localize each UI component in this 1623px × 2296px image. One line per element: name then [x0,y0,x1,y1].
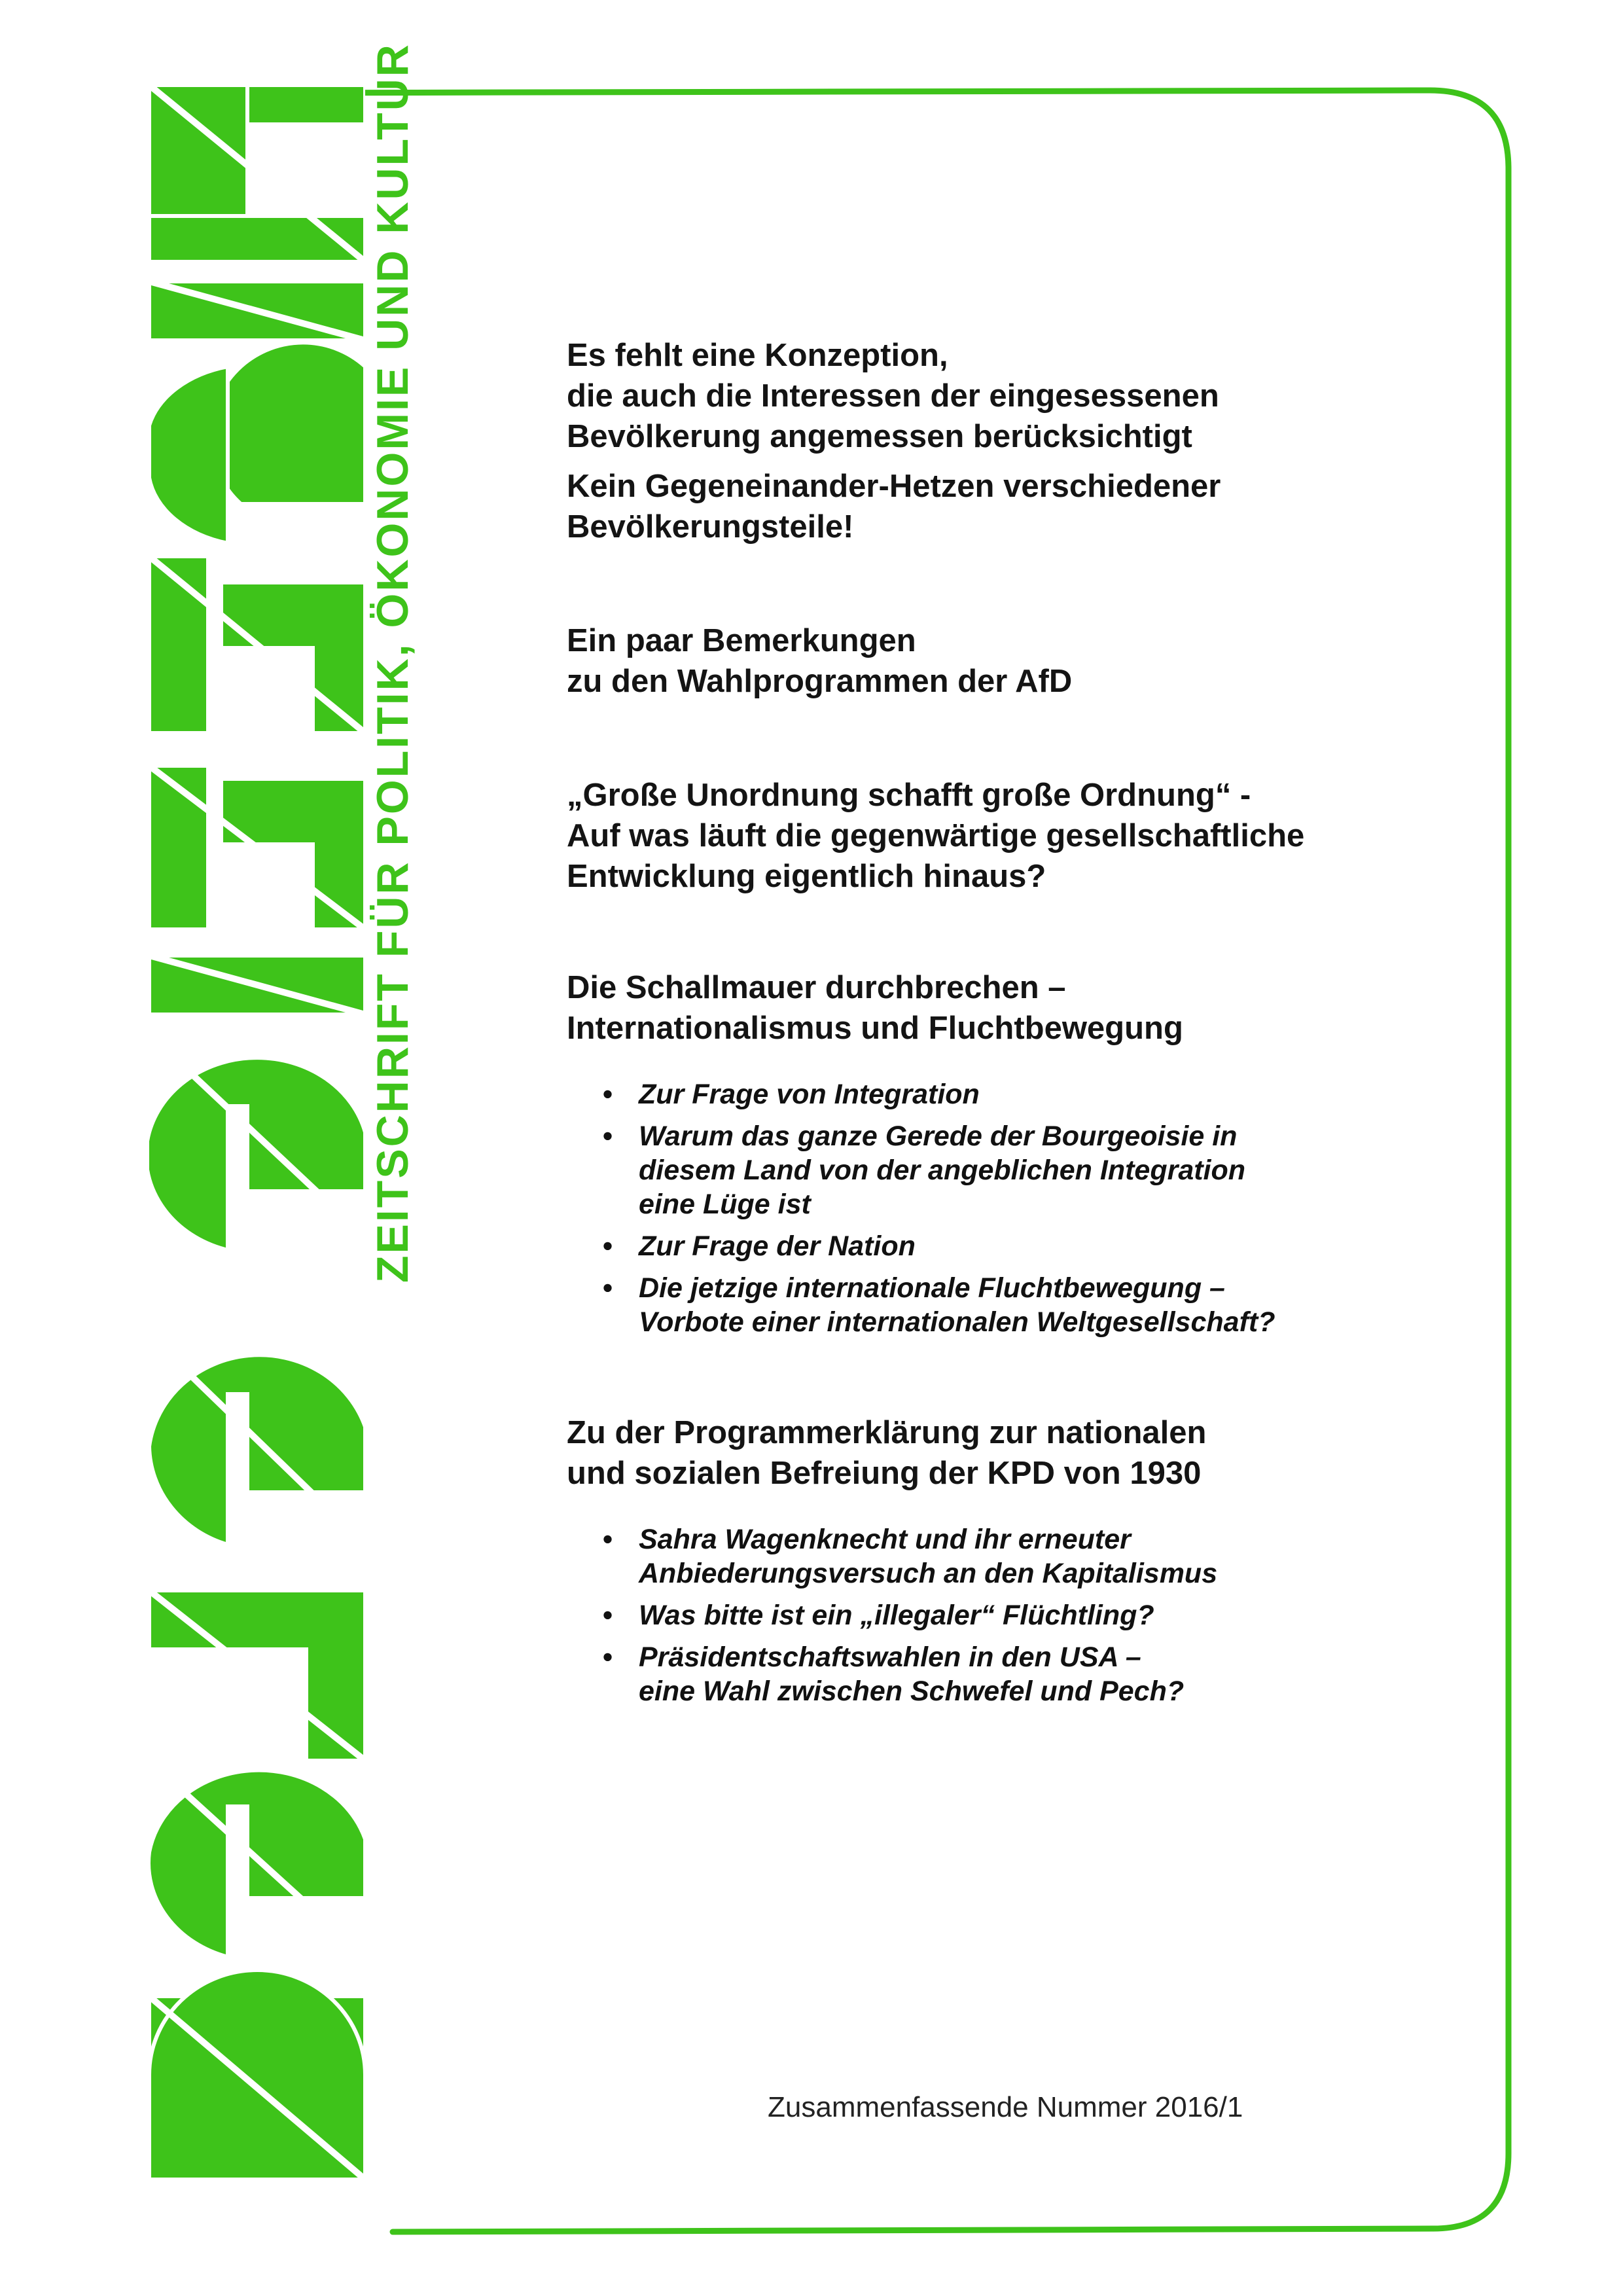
list-item: • Zur Frage von Integration [603,1079,980,1110]
article-1-subtitle-line: Kein Gegeneinander-Hetzen verschiedener [567,469,1221,504]
article-4-line: Die Schallmauer durchbrechen – [567,970,1066,1005]
table-of-contents [567,335,1431,1716]
article-5-line: Zu der Programmerklärung zur nationalen [567,1415,1207,1450]
issue-number: Zusammenfassende Nummer 2016/1 [768,2091,1243,2123]
article-3-line: Auf was läuft die gegenwärtige gesellschaftliche [567,818,1305,853]
article-3-title [567,775,1431,897]
list-item: • Präsidentschaftswahlen in den USA – eine Wahl zwischen Schwefel und Pech? [603,1641,1185,1707]
article-1-line: Es fehlt eine Konzeption, [567,338,948,373]
bullet-icon: • [603,1272,613,1304]
article-2-line: Ein paar Bemerkungen [567,623,916,658]
article-1-line: die auch die Interessen der eingesessenen [567,378,1219,414]
article-4-subtopics [567,1077,1431,1339]
bullet-icon: • [603,1524,613,1555]
article-1-subtitle-line: Bevölkerungsteile! [567,509,854,545]
masthead-logo [149,85,365,2179]
article-5-subtopics [567,1522,1431,1708]
article-3-line: „Große Unordnung schafft große Ordnung“ - [567,778,1251,813]
article-2-line: zu den Wahlprogrammen der AfD [567,664,1073,699]
list-item: • Warum das ganze Gerede der Bourgeoisie in diesem Land von der angeblichen Integration eine Lüge ist [603,1121,1246,1220]
magazine-tagline: ZEITSCHRIFT FÜR POLITIK, ÖKONOMIE UND KULTUR [368,43,418,1283]
bullet-icon: • [603,1121,613,1152]
article-4-title [567,967,1431,1049]
bullet-icon: • [603,1230,613,1262]
article-3-line: Entwicklung eigentlich hinaus? [567,859,1046,894]
list-item: • Zur Frage der Nation [603,1230,916,1262]
bullet-icon: • [603,1600,613,1631]
bullet-icon: • [603,1079,613,1110]
article-2-title [567,620,1431,702]
article-1-title [567,335,1431,547]
list-item: • Was bitte ist ein „illegaler“ Flüchtling? [603,1600,1154,1631]
list-item: • Die jetzige internationale Fluchtbewegung – Vorbote einer internationalen Weltgesellschaft? [603,1272,1275,1338]
list-item: • Sahra Wagenknecht und ihr erneuter Anbiederungsversuch an den Kapitalismus [603,1524,1218,1589]
article-1-line: Bevölkerung angemessen berücksichtigt [567,419,1192,454]
article-5-title [567,1412,1431,1494]
article-4-line: Internationalismus und Fluchtbewegung [567,1011,1183,1046]
bullet-icon: • [603,1641,613,1673]
article-5-line: und sozialen Befreiung der KPD von 1930 [567,1456,1202,1491]
